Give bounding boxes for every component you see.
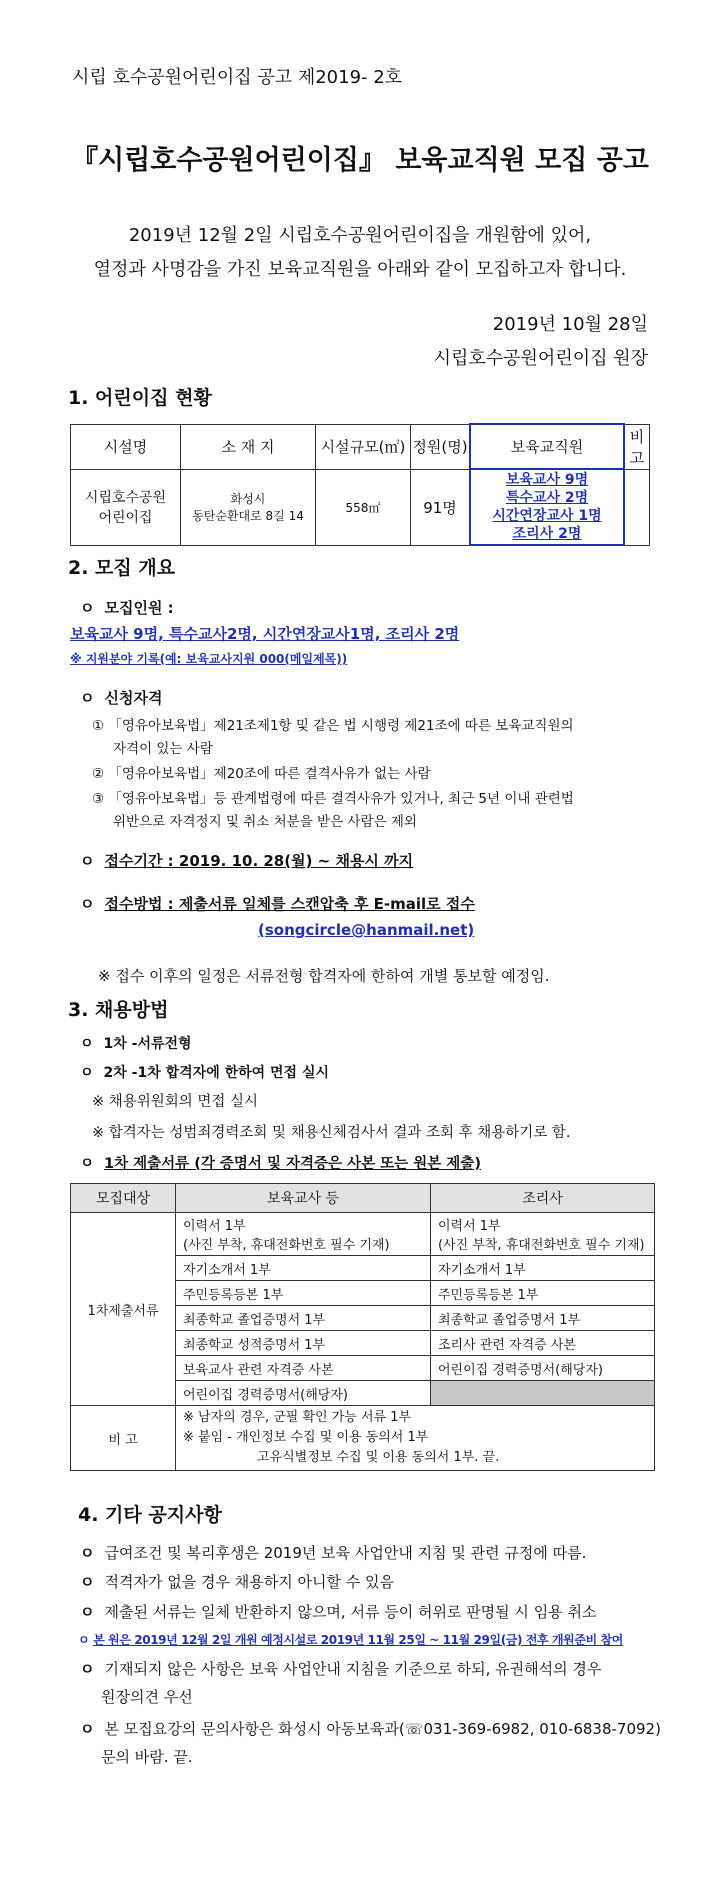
table-row: 주민등록등본 1부 [431,1281,655,1306]
group-label: 1차제출서류 [71,1213,176,1406]
notice-highlight: ㅇ 본 원은 2019년 12월 2일 개원 예정시설로 2019년 11월 25일 ~ 11월 29일(금) 전후 개원준비 참여 [78,1633,623,1647]
header-target: 모집대상 [71,1184,176,1213]
notice-number: 시립 호수공원어린이집 공고 제2019- 2호 [72,67,403,88]
header-teacher: 보육교사 등 [176,1184,431,1213]
section1-title: 1. 어린이집 현황 [68,387,212,409]
docs-title: ㅇ 1차 제출서류 (각 증명서 및 자격증은 사본 또는 원본 제출) [80,1156,481,1172]
step-2: ㅇ 2차 -1차 합격자에 한하여 면접 실시 [80,1065,330,1081]
header-capacity: 정원(명) [411,424,471,469]
header-facility-name: 시설명 [71,424,181,469]
table-row: 최종학교 성적증명서 1부 [176,1331,431,1356]
intro-line-1: 2019년 12월 2일 시립호수공원어린이집을 개원함에 있어, [128,225,592,246]
section2-title: 2. 모집 개요 [68,557,176,579]
table-row: 자기소개서 1부 [176,1256,431,1281]
table-row: 주민등록등본 1부 [176,1281,431,1306]
qualification-3: ③ 「영유아보육법」등 관계법령에 따른 결격사유가 있거나, 최근 5년 이내 관련법 [92,791,574,807]
header-note: 비 고 [624,424,650,469]
qualification-1: ① 「영유아보육법」제21조제1항 및 같은 법 시행령 제21조에 따른 보육교직원의 [92,718,574,734]
table-row: 이력서 1부 (사진 부착, 휴대전화번호 필수 기재) [431,1213,655,1256]
interview-note: ※ 채용위원회의 면접 실시 [92,1094,259,1110]
notice-item-1: ㅇ 급여조건 및 복리후생은 2019년 보육 사업안내 지침 및 관련 규정에 따름. [80,1544,587,1562]
facility-table [70,423,650,546]
header-cook: 조리사 [431,1184,655,1213]
table-row: 이력서 1부 (사진 부착, 휴대전화번호 필수 기재) [176,1213,431,1256]
table-row: 보육교사 관련 자격증 사본 [176,1356,431,1381]
section3-title: 3. 채용방법 [68,999,169,1021]
header-staff: 보육교직원 [470,424,624,469]
notice-item-5: ㅇ 기재되지 않은 사항은 보육 사업안내 지침을 기준으로 하되, 유권해석의 경우 [80,1660,602,1678]
table-row: 조리사 관련 자격증 사본 [431,1331,655,1356]
application-method: ㅇ 접수방법 : 제출서류 일체를 스캔압축 후 E-mail로 접수 [80,895,475,913]
table-row: 자기소개서 1부 [431,1256,655,1281]
table-row: 어린이집 경력증명서(해당자) [176,1381,431,1406]
table-row-empty [431,1381,655,1406]
table-row: 어린이집 경력증명서(해당자) [431,1356,655,1381]
facility-capacity: 91명 [411,469,471,545]
page-title: 『시립호수공원어린이집』 보육교직원 모집 공고 [71,145,649,176]
schedule-note: ※ 접수 이후의 일정은 서류전형 합격자에 한하여 개별 통보할 예정임. [98,967,550,985]
section4-title: 4. 기타 공지사항 [78,1504,222,1526]
qualification-label: ㅇ 신청자격 [80,689,163,707]
table-row: 최종학교 졸업증명서 1부 [176,1306,431,1331]
qualification-3-cont: 위반으로 자격정지 및 취소 처분을 받은 사람은 제외 [113,814,417,830]
remarks: ※ 남자의 경우, 군필 확인 가능 서류 1부 ※ 붙임 - 개인정보 수집 및 이용 동의서 1부 고유식별정보 수집 및 이용 동의서 1부. 끝. [176,1406,655,1471]
recruit-detail: 보육교사 9명, 특수교사2명, 시간연장교사1명, 조리사 2명 [70,625,460,643]
qualification-2: ② 「영유아보육법」제20조에 따른 결격사유가 없는 사람 [92,766,431,782]
remark-label: 비 고 [71,1406,176,1471]
notice-item-6: ㅇ 본 모집요강의 문의사항은 화성시 아동보육과(☏031-369-6982, 010-6838-7092) [80,1720,661,1738]
header-address: 소 재 지 [181,424,316,469]
facility-staff: 보육교사 9명 특수교사 2명 시간연장교사 1명 조리사 2명 [470,469,624,545]
recruit-note: ※ 지원분야 기록(예: 보육교사지원 000(메일제목)) [70,652,348,666]
notice-date: 2019년 10월 28일 [492,314,648,335]
application-email[interactable]: (songcircle@hanmail.net) [258,921,475,939]
notice-item-2: ㅇ 적격자가 없을 경우 채용하지 아니할 수 있음 [80,1573,394,1591]
intro-line-2: 열정과 사명감을 가진 보육교직원을 아래와 같이 모집하고자 합니다. [93,259,627,280]
facility-address: 화성시 동탄순환대로 8길 14 [181,469,316,545]
notice-item-3: ㅇ 제출된 서류는 일체 반환하지 않으며, 서류 등이 허위로 판명될 시 임용 취소 [80,1603,597,1621]
facility-note [624,469,650,545]
application-period: ㅇ 접수기간 : 2019. 10. 28(월) ~ 채용시 까지 [80,852,414,870]
hiring-note: ※ 합격자는 성범죄경력조회 및 채용신체검사서 결과 조회 후 채용하기로 함. [92,1125,571,1141]
header-size: 시설규모(㎡) [316,424,411,469]
notice-item-5-cont: 원장의견 우선 [101,1688,193,1706]
table-row: 최종학교 졸업증명서 1부 [431,1306,655,1331]
facility-size: 558㎡ [316,469,411,545]
notice-item-6-cont: 문의 바람. 끝. [101,1748,193,1766]
facility-name: 시립호수공원 어린이집 [71,469,181,545]
qualification-1-cont: 자격이 있는 사람 [113,741,213,757]
signer: 시립호수공원어린이집 원장 [433,348,648,369]
documents-table [70,1183,655,1471]
step-1: ㅇ 1차 -서류전형 [80,1036,192,1052]
recruit-label: ㅇ 모집인원 : [80,599,174,617]
